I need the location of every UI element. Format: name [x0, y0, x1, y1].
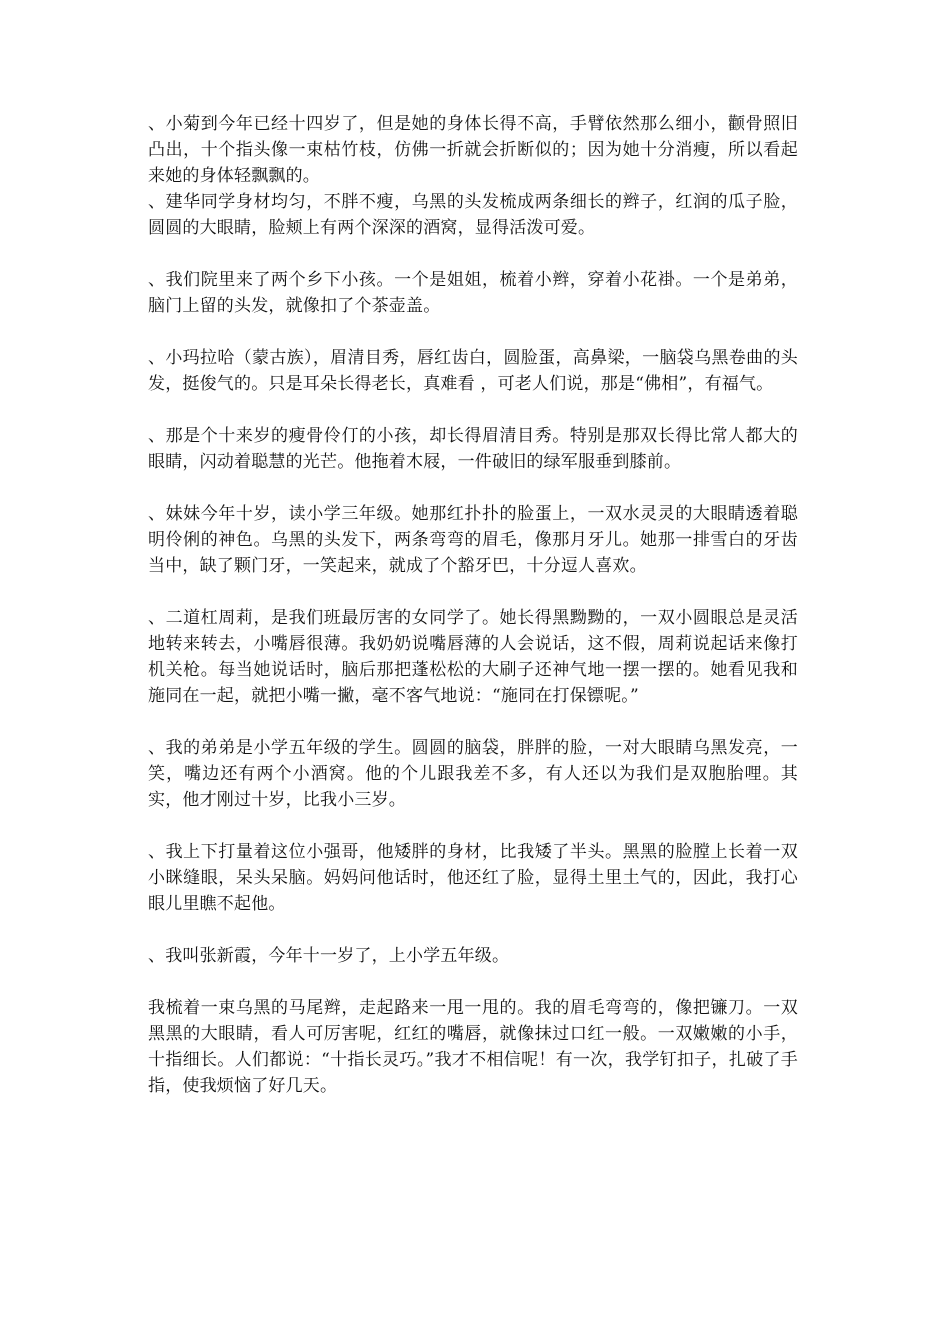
- paragraph-spacer: [148, 579, 798, 605]
- paragraph-spacer: [148, 917, 798, 943]
- paragraph-spacer: [148, 709, 798, 735]
- paragraph-1: 、小菊到今年已经十四岁了，但是她的身体长得不高，手臂依然那么细小，颧骨照旧凸出，十个指头像一束枯竹枝，仿佛一折就会折断似的；因为她十分消瘦，所以看起来她的身体轻飘飘的。: [148, 114, 798, 186]
- paragraph-spacer: [148, 241, 798, 267]
- paragraph-3: 、我们院里来了两个乡下小孩。一个是姐姐，梳着小辫，穿着小花褂。一个是弟弟，脑门上留的头发，就像扣了个茶壶盖。: [148, 270, 798, 316]
- paragraph-spacer: [148, 397, 798, 423]
- paragraph-5: 、那是个十来岁的瘦骨伶仃的小孩，却长得眉清目秀。特别是那双长得比常人都大的眼睛，闪动着聪慧的光芒。他拖着木屐，一件破旧的绿军服垂到膝前。: [148, 426, 798, 472]
- document-body: [148, 111, 798, 1099]
- paragraph-8: 、我的弟弟是小学五年级的学生。圆圆的脑袋，胖胖的脸，一对大眼睛乌黑发亮，一笑，嘴边还有两个小酒窝。他的个儿跟我差不多，有人还以为我们是双胞胎哩。其实，他才刚过十岁，比我小三岁。: [148, 738, 798, 810]
- paragraph-spacer: [148, 813, 798, 839]
- paragraph-spacer: [148, 319, 798, 345]
- paragraph-4: 、小玛拉哈（蒙古族），眉清目秀，唇红齿白，圆脸蛋，高鼻梁，一脑袋乌黑卷曲的头发，挺俊气的。只是耳朵长得老长，真难看 ，可老人们说，那是“佛相”，有福气。: [148, 348, 798, 394]
- paragraph-7: 、二道杠周莉，是我们班最厉害的女同学了。她长得黑黝黝的，一双小圆眼总是灵活地转来转去，小嘴唇很薄。我奶奶说嘴唇薄的人会说话，这不假，周莉说起话来像打机关枪。每当她说话时，脑后那把蓬松松的大刷子还神气地一摆一摆的。她看见我和施同在一起，就把小嘴一撇，毫不客气地说：“施同在打保镖呢。”: [148, 608, 798, 706]
- paragraph-2: 、建华同学身材均匀，不胖不瘦，乌黑的头发梳成两条细长的辫子，红润的瓜子脸，圆圆的大眼睛，脸颊上有两个深深的酒窝，显得活泼可爱。: [148, 192, 798, 238]
- paragraph-10: 、我叫张新霞，今年十一岁了，上小学五年级。: [148, 946, 510, 966]
- paragraph-spacer: [148, 969, 798, 995]
- paragraph-6: 、妹妹今年十岁，读小学三年级。她那红扑扑的脸蛋上，一双水灵灵的大眼睛透着聪明伶俐的神色。乌黑的头发下，两条弯弯的眉毛，像那月牙儿。她那一排雪白的牙齿当中，缺了颗门牙，一笑起来，就成了个豁牙巴，十分逗人喜欢。: [148, 504, 798, 576]
- paragraph-spacer: [148, 475, 798, 501]
- paragraph-11: 我梳着一束乌黑的马尾辫，走起路来一甩一甩的。我的眉毛弯弯的，像把镰刀。一双黑黑的大眼睛，看人可厉害呢，红红的嘴唇，就像抹过口红一般。一双嫩嫩的小手，十指细长。人们都说：“十指长灵巧。”我才不相信呢！有一次，我学钉扣子，扎破了手指，使我烦恼了好几天。: [148, 998, 798, 1096]
- paragraph-9: 、我上下打量着这位小强哥，他矮胖的身材，比我矮了半头。黑黑的脸膛上长着一双小眯缝眼，呆头呆脑。妈妈问他话时，他还红了脸，显得土里土气的，因此，我打心眼儿里瞧不起他。: [148, 842, 798, 914]
